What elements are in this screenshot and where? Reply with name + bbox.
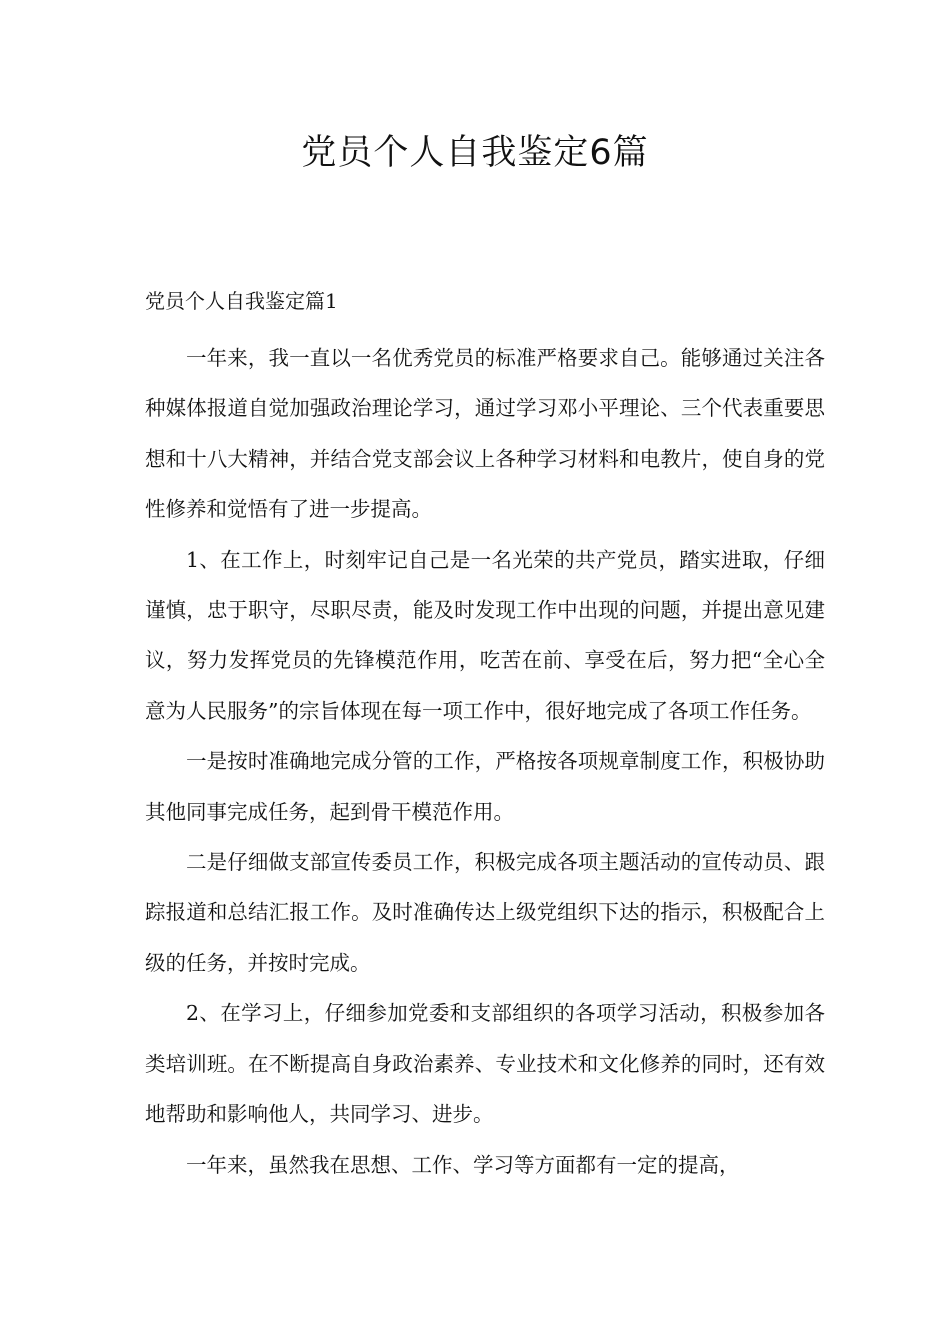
paragraph: 一年来，我一直以一名优秀党员的标准严格要求自己。能够通过关注各种媒体报道自觉加强政治理论学习，通过学习邓小平理论、三个代表重要思想和十八大精神，并结合党支部会议上各种学习材料和电教片，使自身的党性修养和觉悟有了进一步提高。 xyxy=(145,346,825,522)
document-body xyxy=(145,333,825,1190)
paragraph: 一是按时准确地完成分管的工作，严格按各项规章制度工作，积极协助其他同事完成任务，起到骨干模范作用。 xyxy=(145,749,825,824)
section-heading: 党员个人自我鉴定篇1 xyxy=(145,289,338,313)
document-title: 党员个人自我鉴定6篇 xyxy=(301,133,649,173)
paragraph: 一年来，虽然我在思想、工作、学习等方面都有一定的提高， xyxy=(186,1152,740,1177)
paragraph: 2、在学习上，仔细参加党委和支部组织的各项学习活动，积极参加各类培训班。在不断提高自身政治素养、专业技术和文化修养的同时，还有效地帮助和影响他人，共同学习、进步。 xyxy=(145,1001,825,1127)
paragraph: 1、在工作上，时刻牢记自己是一名光荣的共产党员，踏实进取，仔细谨慎，忠于职守，尽职尽责，能及时发现工作中出现的问题，并提出意见建议，努力发挥党员的先锋模范作用，吃苦在前、享受在后，努力把“全心全意为人民服务”的宗旨体现在每一项工作中，很好地完成了各项工作任务。 xyxy=(145,547,825,723)
paragraph: 二是仔细做支部宣传委员工作，积极完成各项主题活动的宣传动员、跟踪报道和总结汇报工作。及时准确传达上级党组织下达的指示，积极配合上级的任务，并按时完成。 xyxy=(145,850,825,975)
